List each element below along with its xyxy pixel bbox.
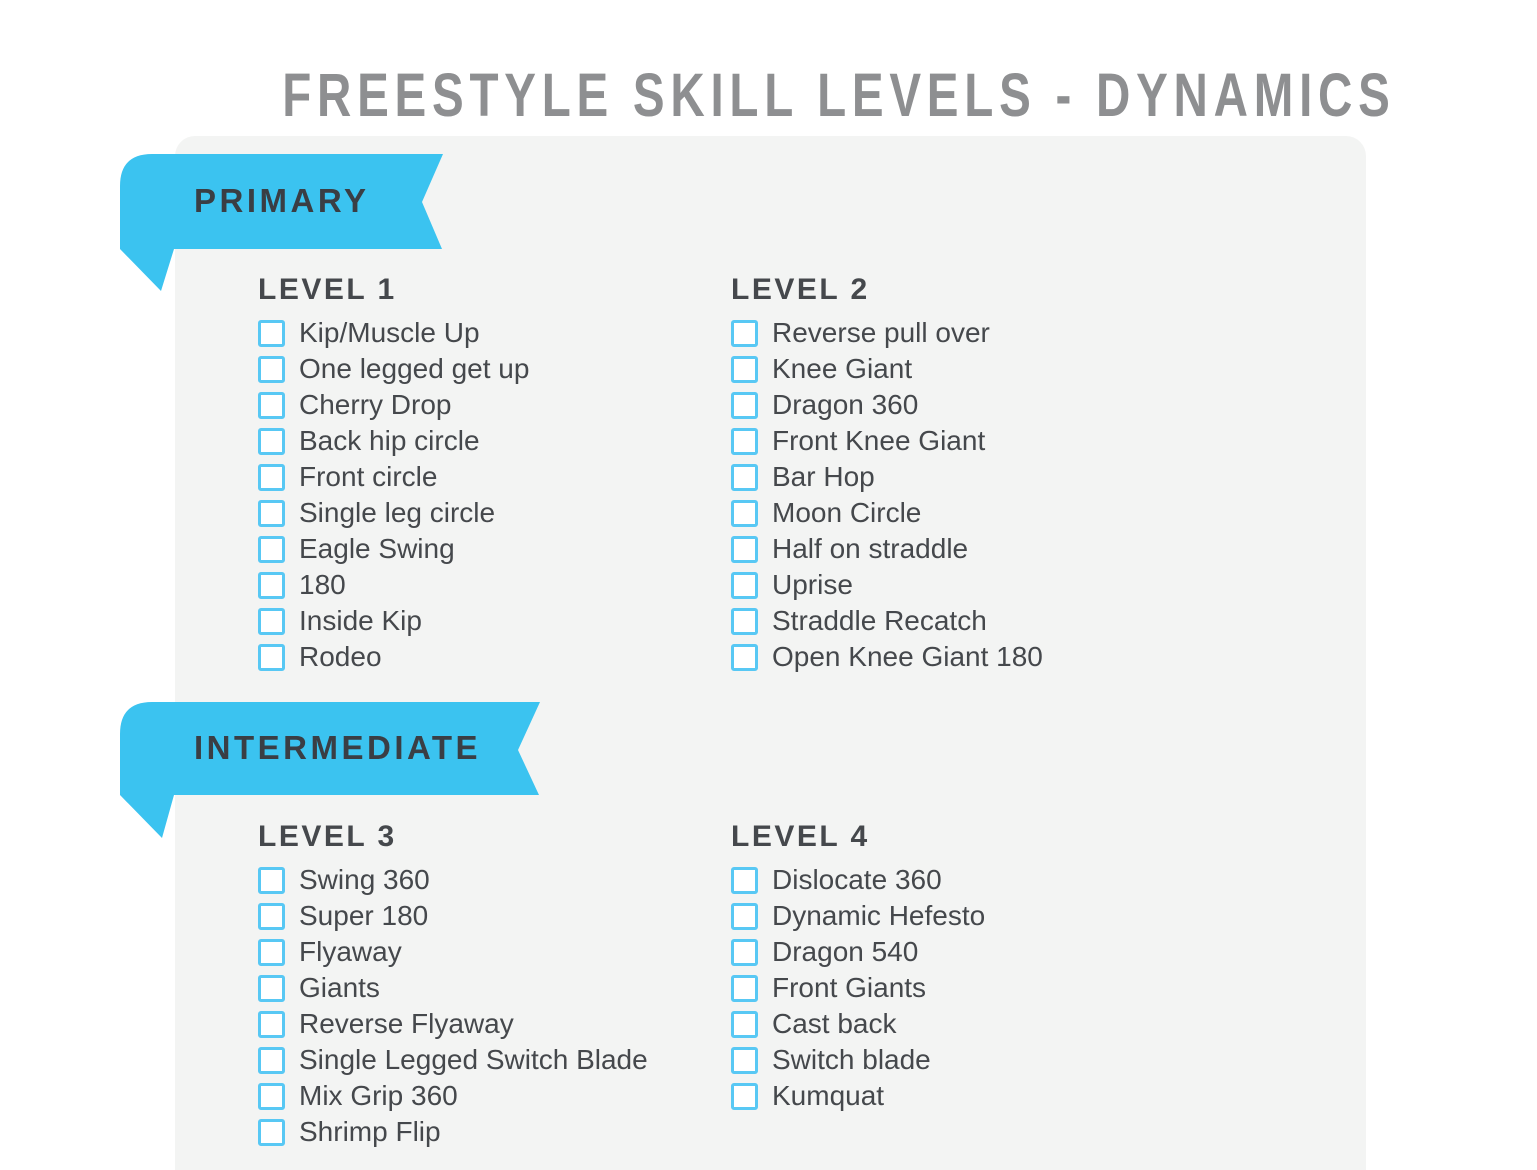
checkbox[interactable] bbox=[731, 536, 758, 563]
checklist-item-label: Dynamic Hefesto bbox=[772, 900, 986, 931]
checklist-item bbox=[258, 603, 728, 639]
checklist-item bbox=[731, 1078, 1201, 1114]
checkbox[interactable] bbox=[731, 392, 758, 419]
checkbox[interactable] bbox=[258, 939, 285, 966]
checkbox[interactable] bbox=[258, 464, 285, 491]
checklist-item bbox=[258, 1078, 728, 1114]
checkbox[interactable] bbox=[731, 608, 758, 635]
checklist-item bbox=[731, 970, 1201, 1006]
checklist-item-label: Single Legged Switch Blade bbox=[299, 1044, 648, 1075]
checklist-item bbox=[258, 1042, 728, 1078]
checklist-item-label: Rodeo bbox=[299, 641, 382, 672]
checkbox[interactable] bbox=[258, 536, 285, 563]
checklist-item-label: 180 bbox=[299, 569, 346, 600]
checklist-item bbox=[731, 639, 1201, 675]
checklist-item bbox=[731, 934, 1201, 970]
level-4-heading: LEVEL 4 bbox=[731, 820, 870, 853]
checkbox[interactable] bbox=[731, 356, 758, 383]
checkbox[interactable] bbox=[731, 320, 758, 347]
checklist-item-label: Shrimp Flip bbox=[299, 1116, 441, 1147]
checkbox[interactable] bbox=[258, 392, 285, 419]
checklist-item bbox=[731, 603, 1201, 639]
level-3-checklist bbox=[258, 862, 728, 1150]
checklist-item bbox=[731, 387, 1201, 423]
checklist-item-label: Open Knee Giant 180 bbox=[772, 641, 1043, 672]
checklist-item-label: Eagle Swing bbox=[299, 533, 455, 564]
checklist-item bbox=[258, 531, 728, 567]
checkbox[interactable] bbox=[731, 500, 758, 527]
level-1-column bbox=[258, 273, 728, 675]
checklist-item-label: Giants bbox=[299, 972, 380, 1003]
checklist-item-label: Dislocate 360 bbox=[772, 864, 942, 895]
checkbox[interactable] bbox=[258, 867, 285, 894]
page-title: FREESTYLE SKILL LEVELS - DYNAMICS bbox=[282, 61, 1396, 130]
checklist-item bbox=[258, 1006, 728, 1042]
checkbox[interactable] bbox=[258, 428, 285, 455]
checklist-item bbox=[258, 862, 728, 898]
checklist-item-label: Single leg circle bbox=[299, 497, 496, 528]
intermediate-section-label: INTERMEDIATE bbox=[194, 729, 482, 766]
checklist-item-label: Moon Circle bbox=[772, 497, 922, 528]
checkbox[interactable] bbox=[731, 572, 758, 599]
checklist-item bbox=[731, 495, 1201, 531]
checkbox[interactable] bbox=[731, 867, 758, 894]
level-4-checklist bbox=[731, 862, 1201, 1114]
checklist-item bbox=[258, 315, 728, 351]
checklist-item bbox=[731, 567, 1201, 603]
checkbox[interactable] bbox=[731, 1047, 758, 1074]
checkbox[interactable] bbox=[258, 1083, 285, 1110]
checkbox[interactable] bbox=[731, 1011, 758, 1038]
checklist-item bbox=[731, 423, 1201, 459]
checklist-item bbox=[258, 387, 728, 423]
checklist-item bbox=[258, 639, 728, 675]
checklist-item bbox=[731, 1042, 1201, 1078]
level-3-heading: LEVEL 3 bbox=[258, 820, 397, 853]
checklist-item-label: Kip/Muscle Up bbox=[299, 317, 480, 348]
checklist-item-label: Front circle bbox=[299, 461, 438, 492]
checklist-item-label: One legged get up bbox=[299, 353, 530, 384]
level-2-heading: LEVEL 2 bbox=[731, 273, 870, 306]
checklist-item-label: Flyaway bbox=[299, 936, 402, 967]
checkbox[interactable] bbox=[258, 356, 285, 383]
checklist-item bbox=[731, 898, 1201, 934]
checklist-item-label: Straddle Recatch bbox=[772, 605, 987, 636]
checklist-item bbox=[731, 351, 1201, 387]
checklist-item-label: Switch blade bbox=[772, 1044, 931, 1075]
checklist-item bbox=[731, 531, 1201, 567]
checklist-item bbox=[731, 1006, 1201, 1042]
checklist-item bbox=[258, 934, 728, 970]
primary-section-label: PRIMARY bbox=[194, 182, 370, 219]
checklist-item-label: Swing 360 bbox=[299, 864, 430, 895]
checklist-item-label: Front Giants bbox=[772, 972, 927, 1003]
checkbox[interactable] bbox=[731, 1083, 758, 1110]
level-3-column bbox=[258, 820, 728, 1150]
checkbox[interactable] bbox=[731, 903, 758, 930]
checklist-item bbox=[731, 315, 1201, 351]
checkbox[interactable] bbox=[258, 903, 285, 930]
checklist-item-label: Mix Grip 360 bbox=[299, 1080, 458, 1111]
checklist-item-label: Front Knee Giant bbox=[772, 425, 986, 456]
checklist-item-label: Inside Kip bbox=[299, 605, 422, 636]
checkbox[interactable] bbox=[258, 975, 285, 1002]
checklist-item-label: Bar Hop bbox=[772, 461, 875, 492]
checkbox[interactable] bbox=[258, 1119, 285, 1146]
checkbox[interactable] bbox=[731, 428, 758, 455]
checkbox[interactable] bbox=[731, 464, 758, 491]
checkbox[interactable] bbox=[731, 939, 758, 966]
checklist-item-label: Super 180 bbox=[299, 900, 429, 931]
checklist-item bbox=[258, 495, 728, 531]
level-2-checklist bbox=[731, 315, 1201, 675]
checklist-item bbox=[731, 862, 1201, 898]
checklist-item-label: Dragon 540 bbox=[772, 936, 919, 967]
checklist-item-label: Cherry Drop bbox=[299, 389, 452, 420]
checkbox[interactable] bbox=[258, 1011, 285, 1038]
checklist-item bbox=[258, 970, 728, 1006]
checklist-item bbox=[731, 459, 1201, 495]
checklist-item-label: Reverse pull over bbox=[772, 317, 990, 348]
level-4-column bbox=[731, 820, 1201, 1114]
checklist-item-label: Dragon 360 bbox=[772, 389, 919, 420]
level-1-heading: LEVEL 1 bbox=[258, 273, 397, 306]
checkbox[interactable] bbox=[258, 572, 285, 599]
checkbox[interactable] bbox=[258, 608, 285, 635]
checklist-item bbox=[258, 351, 728, 387]
checklist-item-label: Half on straddle bbox=[772, 533, 969, 564]
checkbox[interactable] bbox=[731, 975, 758, 1002]
checkbox[interactable] bbox=[731, 644, 758, 671]
checkbox[interactable] bbox=[258, 320, 285, 347]
checklist-item bbox=[258, 1114, 728, 1150]
checkbox[interactable] bbox=[258, 644, 285, 671]
level-1-checklist bbox=[258, 315, 728, 675]
checklist-item bbox=[258, 423, 728, 459]
checklist-item-label: Cast back bbox=[772, 1008, 897, 1039]
checklist-item bbox=[258, 459, 728, 495]
level-2-column bbox=[731, 273, 1201, 675]
checklist-item-label: Kumquat bbox=[772, 1080, 885, 1111]
checklist-item bbox=[258, 567, 728, 603]
checklist-item-label: Back hip circle bbox=[299, 425, 480, 456]
checklist-item-label: Knee Giant bbox=[772, 353, 913, 384]
checkbox[interactable] bbox=[258, 1047, 285, 1074]
checkbox[interactable] bbox=[258, 500, 285, 527]
checklist-item-label: Uprise bbox=[772, 569, 853, 600]
checklist-item-label: Reverse Flyaway bbox=[299, 1008, 514, 1039]
checklist-item bbox=[258, 898, 728, 934]
